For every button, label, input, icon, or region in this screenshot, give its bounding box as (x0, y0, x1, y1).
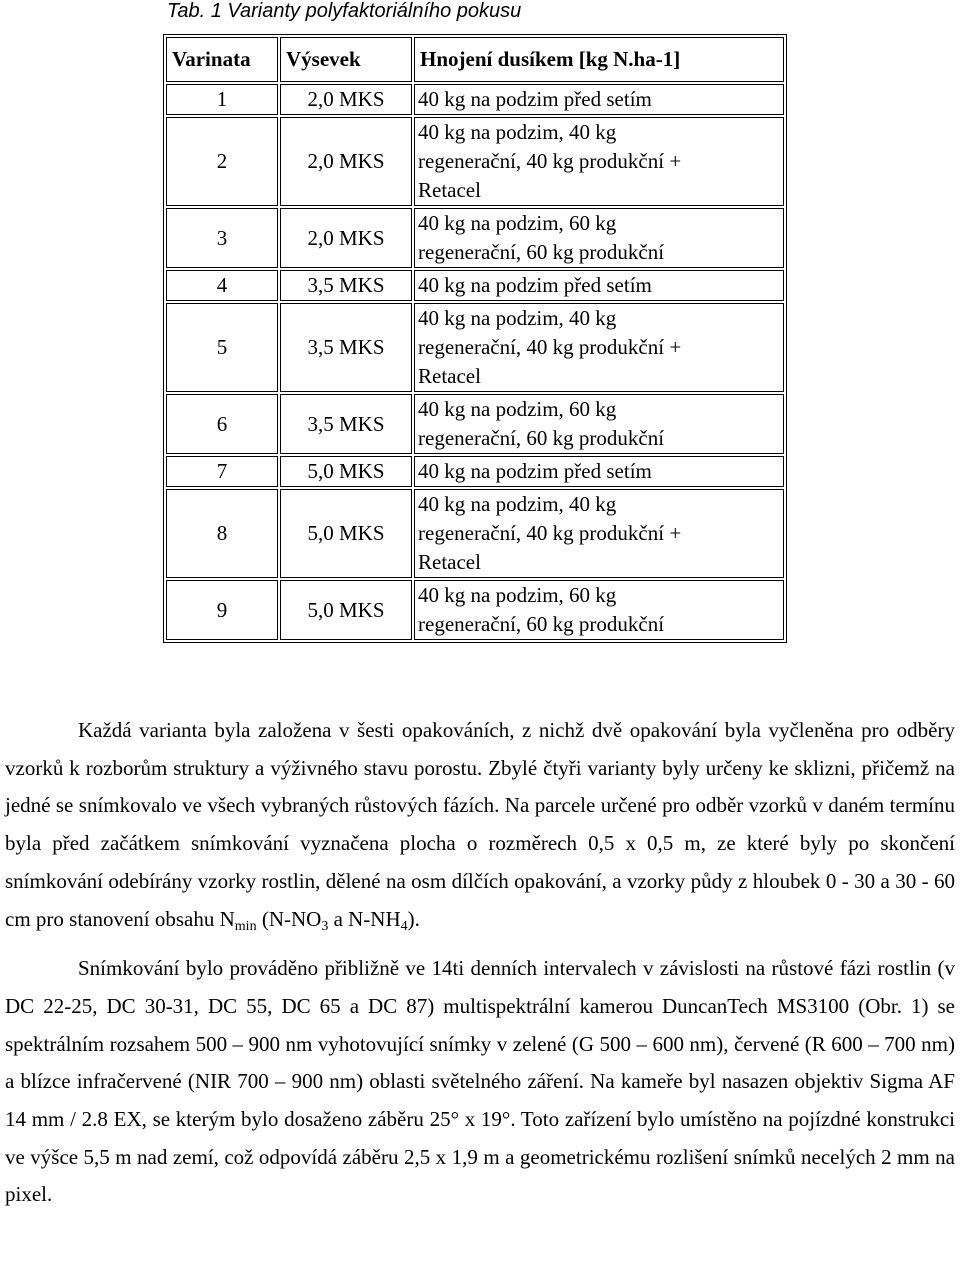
cell-fertilization (414, 270, 784, 301)
cell-variant: 1 (166, 84, 278, 115)
fertilization-line: regenerační, 60 kg produkční (418, 426, 665, 450)
cell-fertilization (414, 580, 784, 640)
cell-seed-rate: 3,5 MKS (280, 394, 412, 454)
fertilization-line: regenerační, 40 kg produkční + (418, 335, 682, 359)
cell-seed-rate: 5,0 MKS (280, 489, 412, 578)
cell-variant: 5 (166, 303, 278, 392)
table-row (166, 394, 784, 454)
variants-table (163, 34, 787, 643)
fertilization-line: 40 kg na podzim, 60 kg (418, 583, 617, 607)
cell-fertilization (414, 117, 784, 206)
table-row (166, 117, 784, 206)
cell-seed-rate: 3,5 MKS (280, 303, 412, 392)
paragraph-1-text: Každá varianta byla založena v šesti opakováních, z nichž dvě opakování byla vyčleněna pro odběry vzorků k rozborům struktury a výživného stavu porostu. Zbylé čtyři varianty byly určeny ke sklizni, přičemž na jedné se snímkovalo ve všech vybraných růstových fázích. Na parcele určené pro odběr vzorků v daném termínu byla před začátkem snímkování vyznačena plocha o rozměrech 0,5 x 0,5 m, ze které byly po skončení snímkování odebírány vzorky rostlin, dělené na osm dílčích opakování, a vzorky půdy z hloubek 0 - 30 a 30 - 60 cm pro stanovení obsahu N (5, 718, 955, 931)
cell-fertilization (414, 489, 784, 578)
paragraph-2: Snímkování bylo prováděno přibližně ve 14ti denních intervalech v závislosti na růstové fázi rostlin (v DC 22-25, DC 30-31, DC 55, DC 65 a DC 87) multispektrální kamerou DuncanTech MS3100 (Obr. 1) se spektrálním rozsahem 500 – 900 nm vyhotovující snímky v zelené (G 500 – 600 nm), červené (R 600 – 700 nm) a blízce infračervené (NIR 700 – 900 nm) oblasti světelného záření. Na kameře byl nasazen objektiv Sigma AF 14 mm / 2.8 EX, se kterým bylo dosaženo záběru 25° x 19°. Toto zařízení bylo umístěno na pojízdné konstrukci ve výšce 5,5 m nad zemí, což odpovídá záběru 2,5 x 1,9 m a geometrickému rozlišení snímků necelých 2 mm na pixel. (5, 956, 955, 1207)
table-row (166, 208, 784, 268)
paragraph-1-mid-2: a N-NH (328, 906, 401, 931)
cell-seed-rate: 2,0 MKS (280, 117, 412, 206)
fertilization-line: regenerační, 60 kg produkční (418, 612, 665, 636)
cell-fertilization (414, 456, 784, 487)
variants-table-wrapper (163, 34, 787, 643)
fertilization-line: Retacel (418, 178, 481, 202)
fertilization-line: regenerační, 40 kg produkční + (418, 149, 682, 173)
paragraph-1-end: ). (407, 906, 420, 931)
cell-variant: 6 (166, 394, 278, 454)
cell-variant: 8 (166, 489, 278, 578)
fertilization-line: 40 kg na podzim, 40 kg (418, 492, 617, 516)
table-row (166, 270, 784, 301)
header-seed-rate: Výsevek (280, 37, 412, 82)
fertilization-line: regenerační, 40 kg produkční + (418, 521, 682, 545)
fertilization-line: 40 kg na podzim, 60 kg (418, 397, 617, 421)
cell-seed-rate: 2,0 MKS (280, 84, 412, 115)
fertilization-line: 40 kg na podzim, 60 kg (418, 211, 617, 235)
fertilization-line: 40 kg na podzim před setím (418, 273, 652, 297)
table-row (166, 489, 784, 578)
cell-variant: 3 (166, 208, 278, 268)
table-row (166, 580, 784, 640)
cell-seed-rate: 3,5 MKS (280, 270, 412, 301)
cell-seed-rate: 2,0 MKS (280, 208, 412, 268)
subscript-4: 4 (400, 918, 408, 934)
fertilization-line: Retacel (418, 550, 481, 574)
table-body (166, 84, 784, 640)
cell-seed-rate: 5,0 MKS (280, 456, 412, 487)
cell-variant: 2 (166, 117, 278, 206)
fertilization-line: Retacel (418, 364, 481, 388)
fertilization-line: regenerační, 60 kg produkční (418, 240, 665, 264)
fertilization-line: 40 kg na podzim, 40 kg (418, 306, 617, 330)
cell-variant: 7 (166, 456, 278, 487)
fertilization-line: 40 kg na podzim před setím (418, 87, 652, 111)
cell-fertilization (414, 208, 784, 268)
cell-fertilization (414, 84, 784, 115)
cell-seed-rate: 5,0 MKS (280, 580, 412, 640)
cell-fertilization (414, 303, 784, 392)
cell-variant: 4 (166, 270, 278, 301)
fertilization-line: 40 kg na podzim před setím (418, 459, 652, 483)
table-header-row (166, 37, 784, 82)
table-row (166, 303, 784, 392)
header-nitrogen-fertilization: Hnojení dusíkem [kg N.ha-1] (414, 37, 784, 82)
body-text (5, 712, 955, 1214)
header-variant: Varinata (166, 37, 278, 82)
paragraph-1 (5, 712, 955, 938)
table-caption: Tab. 1 Varianty polyfaktoriálního pokusu (167, 0, 522, 22)
table-row (166, 456, 784, 487)
subscript-min: min (234, 918, 257, 934)
cell-fertilization (414, 394, 784, 454)
fertilization-line: 40 kg na podzim, 40 kg (418, 120, 617, 144)
table-row (166, 84, 784, 115)
subscript-3: 3 (321, 918, 329, 934)
paragraph-1-mid-1: (N-NO (256, 906, 322, 931)
cell-variant: 9 (166, 580, 278, 640)
